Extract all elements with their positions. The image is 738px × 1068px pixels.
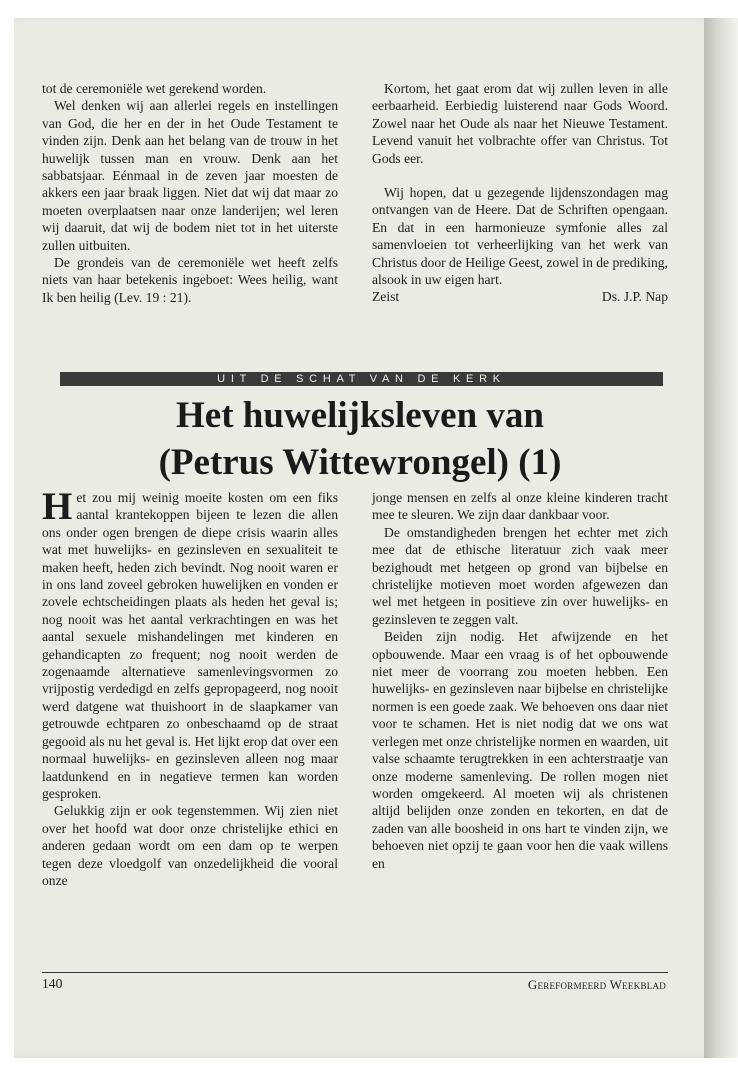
paragraph: Kortom, het gaat erom dat wij zullen leven in alle eerbaarheid. Eerbiedig luisterend naar Gods Woord. Zowel naar het Oude als naar het Nieuwe Testament. Levend vanuit het volbrachte offer van Christus. Tot Gods eer.: [372, 81, 668, 166]
bottom-right-column: [372, 489, 668, 872]
top-left-column: [42, 80, 338, 306]
headline-line-2: (Petrus Wittewrongel) (1): [158, 442, 562, 483]
paragraph: De grondeis van de ceremoniële wet heeft zelfs niets van haar betekenis ingeboet: Wees heilig, want Ik ben heilig (Lev. 19 : 21).: [42, 255, 338, 305]
paragraph: tot de ceremoniële wet gerekend worden.: [42, 81, 267, 96]
section-banner: UIT DE SCHAT VAN DE KERK: [60, 372, 663, 386]
paragraph: [42, 485, 338, 802]
paragraph: jonge mensen en zelfs al onze kleine kinderen tracht mee te sleuren. We zijn daar dankbaar voor.: [372, 490, 668, 523]
article-headline: [40, 392, 680, 486]
top-right-column: [372, 80, 668, 306]
publication-name: Gereformeerd Weekblad: [527, 977, 666, 992]
paragraph: Wij hopen, dat u gezegende lijdenszondagen mag ontvangen van de Heere. Dat de Schriften opengaan. En dat in een harmonieuze symfonie alles zal samenvloeien tot verheerlijking van het werk van Christus door de Heilige Geest, zowel in de prediking, alsook in uw eigen hart.: [372, 185, 668, 288]
headline-line-1: Het huwelijksleven van: [176, 395, 544, 436]
paragraph-text: et zou mij weinig moeite kosten om een fiks aantal krantekoppen bijeen te lezen die allen ons onder ogen brengen de diepe crisis waarin alles wat met huwelijks- en gezinsleven en sexualiteit te maken heeft, heden zich bevindt. Nog nooit waren er in ons land zoveel gebroken huwelijken en vonden er zovele echtscheidingen plaats als heden het geval is; nog nooit was het aantal verkrachtingen en was het aantal sexuele mishandelingen met kinderen en gehandicapten zo frequent; nog nooit werden de zogenaamde alternatieve samenlevingsvormen zo vrijpostig verdedigd en zelfs gepropageerd, nog nooit werd datgene wat thuishoort in de slaapkamer van getrouwde echtparen zo onbeschaamd op de straat gegooid als nu het geval is. Het lijkt erop dat over een normaal huwelijks- en gezinsleven alleen nog maar laatdunkend en in negatieve termen kan worden gesproken.: [42, 490, 338, 801]
footer-rule: [42, 972, 668, 973]
book-spine: [704, 18, 738, 1058]
paragraph: De omstandigheden brengen het echter met zich mee dat de ethische literatuur zich vaak meer bezighoudt met hetgeen op grond van bijbelse en christelijke motieven moet worden afgewezen dan wel met hetgeen in positieve zin over huwelijks- en gezinsleven te zeggen valt.: [372, 524, 668, 627]
paragraph: Gelukkig zijn er ook tegenstemmen. Wij zien niet over het hoofd wat door onze christelijke ethici en anderen gedaan wordt om een dam op te werpen tegen deze vloedgolf van onzedelijkheid die vooral onze: [42, 803, 338, 888]
page-number: 140: [42, 976, 63, 991]
paragraph: Beiden zijn nodig. Het afwijzende en het opbouwende. Maar een vraag is of het opbouwende niet meer de voorrang zou moeten hebben. Een huwelijks- en gezinsleven naar bijbelse en christelijke normen is een goede zaak. We behoeven ons daar niet voor te schamen. Het is niet nodig dat we ons wat verlegen met onze christelijke normen en waarden, uit valse schaamte terugtrekken in een achterstraatje van onze moderne samenleving. De rollen mogen niet worden omgekeerd. Al moeten wij als christenen altijd belijden onze zonden en tekorten, en dat de zaden van alle boosheid in ons hart te vinden zijn, we behoeven niet opzij te gaan voor hen die vaak willens en: [372, 629, 668, 871]
paragraph: Wel denken wij aan allerlei regels en instellingen van God, die her en der in het Oude Testament te vinden zijn. Denk aan het belang van de trouw in het huwelijk tussen man en vrouw. Denk aan het sabbatsjaar. Eénmaal in de zeven jaar moesten de akkers een jaar braak liggen. Niet dat wij dat maar zo moeten overplaatsen naar onze landerijen; wel leren wij daaruit, dat wij de bodem niet tot in het uiterste zullen uitbuiten.: [42, 98, 338, 253]
drop-cap: H: [42, 485, 73, 528]
signature-line: [372, 288, 668, 305]
signature-place: Zeist: [372, 289, 400, 305]
signature-author: Ds. J.P. Nap: [601, 289, 668, 305]
bottom-left-column: [42, 485, 338, 889]
